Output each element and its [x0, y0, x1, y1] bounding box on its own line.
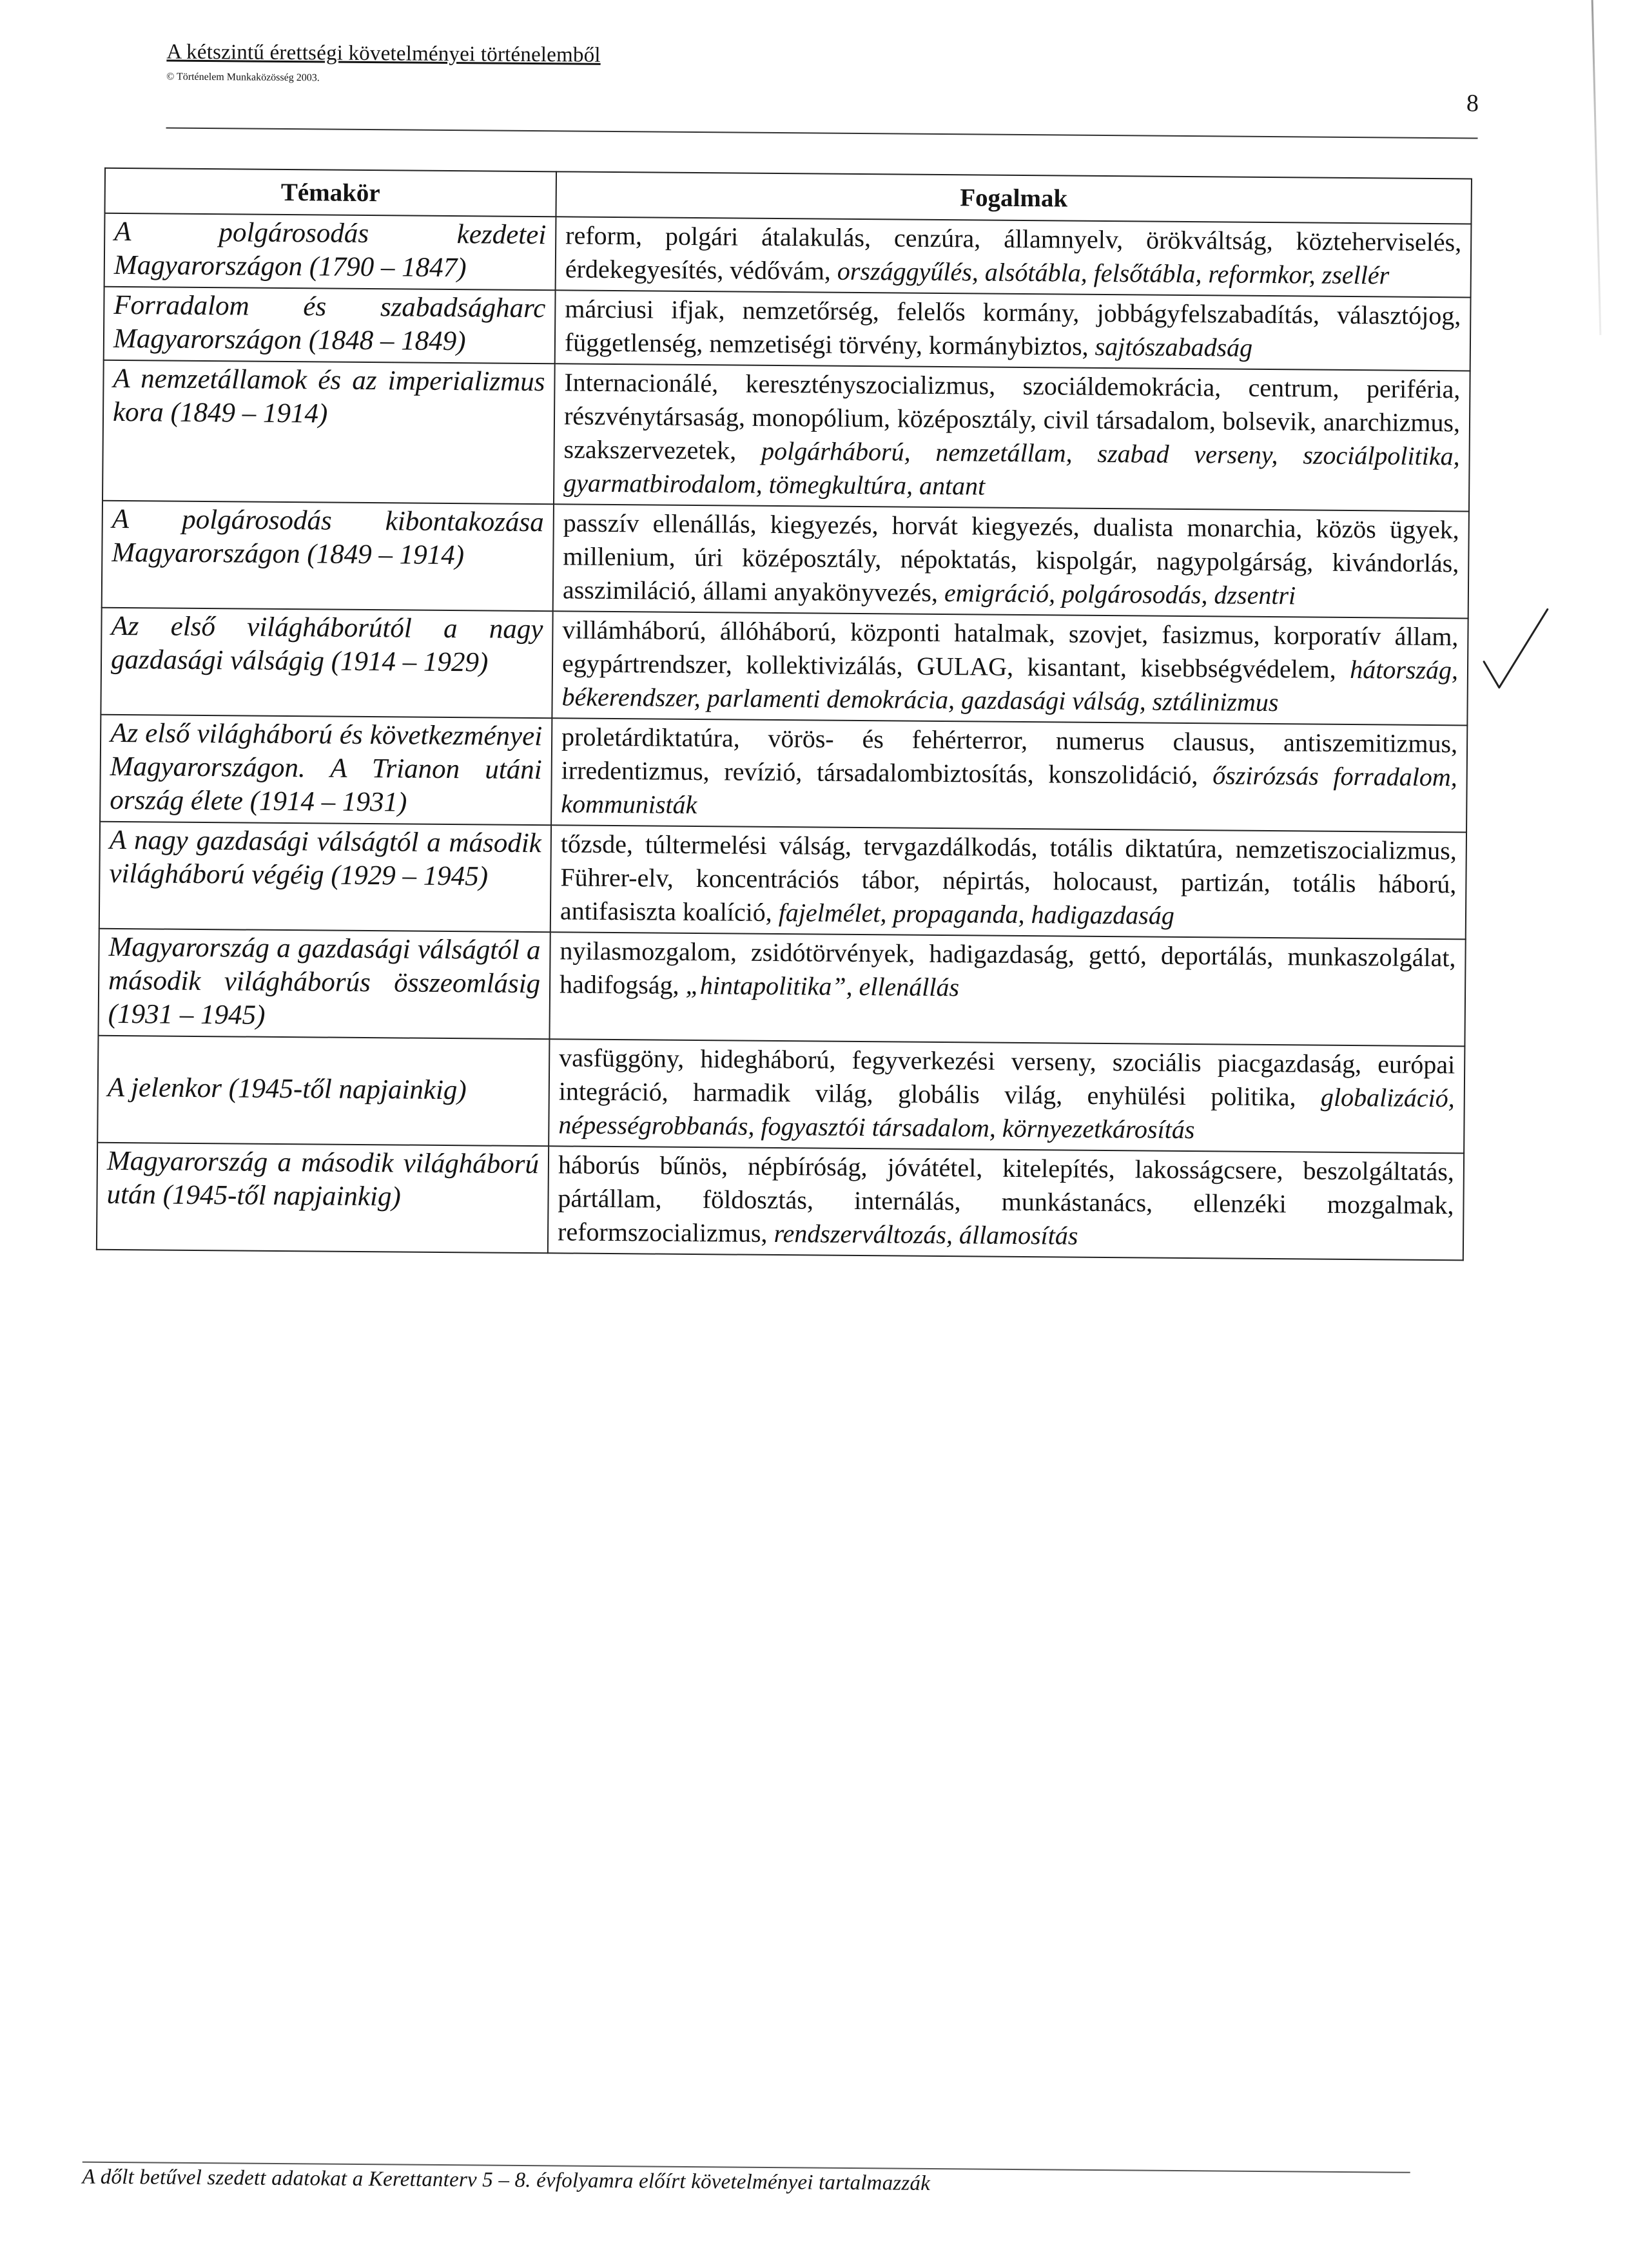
concepts-regular: reform, polgári átalakulás, cenzúra, államnyelv, örökváltság, közteherviselés, érdekegyesítés, védővám,: [565, 220, 1462, 286]
table-row: [97, 1036, 1465, 1154]
table-row: [104, 287, 1471, 371]
concepts-cell: [555, 290, 1471, 371]
concepts-cell: [554, 363, 1470, 511]
header-divider: [166, 128, 1478, 139]
table-row: [104, 213, 1472, 298]
concepts-regular: villámháború, állóháború, központi hatalmak, szovjet, fasizmus, korporatív állam, egypártrendszer, kollektivizálás, GULAG, kisantant, kisebbségvédelem,: [561, 615, 1459, 684]
concepts-italic: emigráció, polgárosodás, dzsentri: [944, 578, 1296, 610]
topic-cell: A polgárosodás kezdetei Magyarországon (1790 – 1847): [104, 213, 556, 290]
concepts-regular: vasfüggöny, hidegháború, fegyverkezési verseny, szociális piacgazdaság, európai integráció, harmadik világ, globális világ, enyhülési politika,: [558, 1043, 1455, 1112]
concepts-cell: [549, 932, 1465, 1046]
check-mark-icon: [1480, 605, 1552, 696]
concepts-italic: globalizáció, népességrobbanás, fogyasztói társadalom, környezetkárosítás: [558, 1082, 1455, 1145]
concepts-italic: fajelmélet, propaganda, hadigazdaság: [778, 898, 1175, 930]
header-topic: Témakör: [105, 168, 557, 217]
page-number: 8: [1466, 90, 1479, 117]
concepts-regular: proletárdiktatúra, vörös- és fehérterror, numerus clausus, antiszemitizmus, irredentizmus, revízió, társadalombiztosítás, konszolidáció,: [561, 722, 1458, 790]
topic-cell: Forradalom és szabadságharc Magyarországon (1848 – 1849): [104, 287, 556, 363]
table-row: [100, 715, 1467, 833]
concepts-regular: nyilasmozgalom, zsidótörvények, hadigazdaság, gettó, deportálás, munkaszolgálat, hadifogság,: [559, 936, 1456, 1000]
footer-note: A dőlt betűvel szedett adatokat a Kerettanterv 5 – 8. évfolyamra előírt követelményei tartalmazzák: [82, 2165, 931, 2195]
topics-table: [96, 168, 1472, 1261]
topic-cell: A nemzetállamok és az imperializmus kora (1849 – 1914): [102, 360, 555, 504]
topic-cell: Magyarország a gazdasági válságtól a második világháborús összeomlásig (1931 – 1945): [98, 929, 550, 1039]
table-row: [102, 501, 1469, 619]
concepts-italic: hátország, békerendszer, parlamenti demokrácia, gazdasági válság, sztálinizmus: [561, 655, 1459, 717]
topic-cell: A nagy gazdasági válságtól a második világháború végéig (1929 – 1945): [99, 822, 551, 932]
concepts-italic: polgárháború, nemzetállam, szabad verseny, szociálpolitika, gyarmatbirodalom, tömegkultúra, antant: [563, 436, 1460, 501]
concepts-regular: tőzsde, túltermelési válság, tervgazdálkodás, totális diktatúra, nemzetiszocializmus, Führer-elv, koncentrációs tábor, népirtás, holocaust, partizán, totális háború, antifasiszta koalíció,: [560, 829, 1457, 927]
concepts-cell: [549, 1039, 1465, 1153]
concepts-regular: passzív ellenállás, kiegyezés, horvát kiegyezés, dualista monarchia, közös ügyek, millenium, úri középosztály, népoktatás, kispolgár, nagypolgárság, kivándorlás, asszimiláció, állami anyakönyvezés,: [562, 508, 1459, 608]
concepts-regular: Internacionálé, keresztényszocializmus, szociáldemokrácia, centrum, periféria, részvénytársaság, monopólium, középosztály, civil társadalom, bolsevik, anarchizmus, szakszervezetek,: [563, 367, 1461, 465]
document-title: A kétszintű érettségi követelményei történelemből: [166, 40, 601, 67]
copyright-line: © Történelem Munkaközösség 2003.: [166, 71, 320, 84]
concepts-italic: sajtószabadság: [1095, 331, 1253, 362]
concepts-italic: őszirózsás forradalom, kommunisták: [561, 761, 1457, 820]
concepts-cell: [551, 718, 1467, 832]
topic-cell: Magyarország a második világháború után (1945-től napjainkig): [97, 1143, 549, 1253]
concepts-cell: [548, 1146, 1464, 1260]
table-row: [101, 608, 1468, 726]
table-row: [99, 822, 1466, 940]
table-row: [97, 1143, 1464, 1261]
concepts-cell: [553, 504, 1469, 618]
concepts-italic: „hintapolitika”, ellenállás: [685, 970, 960, 1002]
concepts-cell: [552, 611, 1468, 725]
concepts-regular: háborús bűnös, népbíróság, jóvátétel, kitelepítés, lakosságcsere, beszolgáltatás, pártállam, földosztás, internálás, munkástanács, ellenzéki mozgalmak, reformszocializmus,: [557, 1150, 1455, 1248]
topic-cell: Az első világháborútól a nagy gazdasági válságig (1914 – 1929): [101, 608, 552, 718]
topic-cell: A polgárosodás kibontakozása Magyarországon (1849 – 1914): [102, 501, 554, 611]
concepts-cell: [550, 825, 1466, 939]
concepts-regular: márciusi ifjak, nemzetőrség, felelős kormány, jobbágyfelszabadítás, választójog, függetlenség, nemzetiségi törvény, kormánybiztos,: [564, 294, 1461, 361]
concepts-cell: [556, 217, 1472, 297]
topic-cell: A jelenkor (1945-től napjainkig): [97, 1036, 549, 1146]
table-row: [98, 929, 1465, 1047]
table-row: [102, 360, 1470, 512]
header-concepts: Fogalmak: [556, 171, 1472, 224]
concepts-italic: rendszerváltozás, államosítás: [774, 1219, 1078, 1250]
topic-cell: Az első világháború és következményei Magyarországon. A Trianon utáni ország élete (1914 – 1931): [100, 715, 552, 825]
concepts-italic: országgyűlés, alsótábla, felsőtábla, reformkor, zsellér: [837, 256, 1390, 290]
